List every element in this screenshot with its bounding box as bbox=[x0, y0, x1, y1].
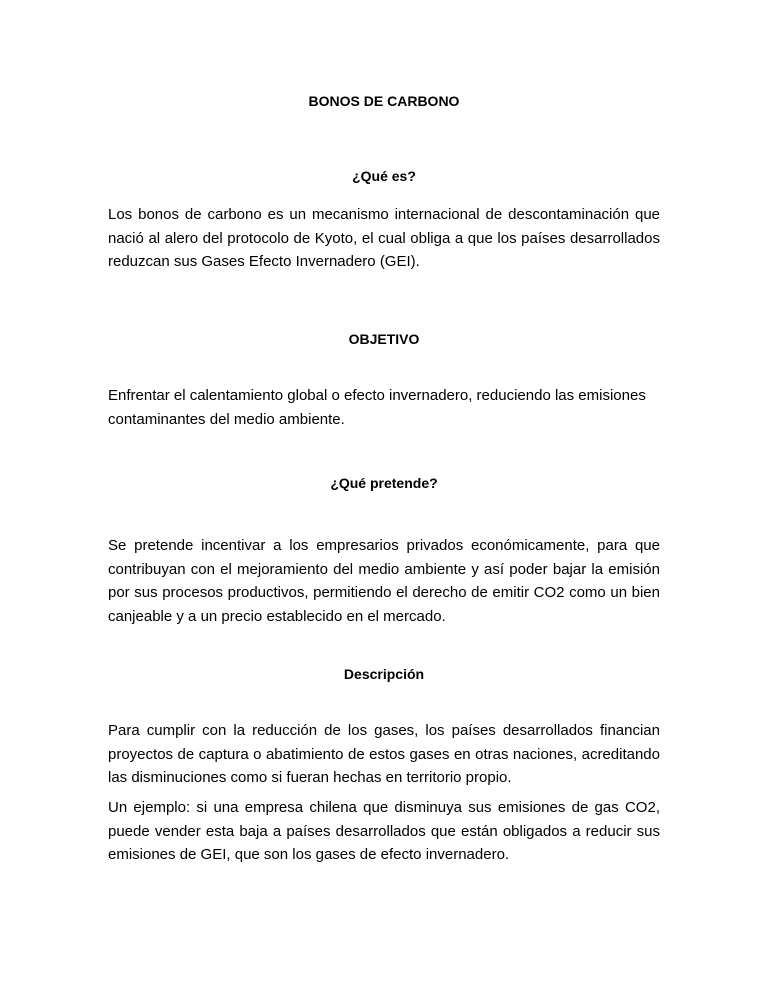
heading-que-pretende: ¿Qué pretende? bbox=[330, 475, 438, 491]
text-line: por sus procesos productivos, permitiendo el derecho de emitir CO2 como un bien bbox=[108, 584, 660, 601]
heading-descripcion: Descripción bbox=[343, 666, 425, 682]
text-line: Enfrentar el calentamiento global o efecto invernadero, reduciendo las emisiones bbox=[108, 387, 646, 404]
paragraph-descripcion-2 bbox=[108, 796, 660, 867]
text-line: Se pretende incentivar a los empresarios privados económicamente, para que bbox=[108, 537, 660, 554]
heading-que-es: ¿Qué es? bbox=[352, 168, 416, 184]
heading-objetivo: OBJETIVO bbox=[348, 331, 420, 347]
text-line: reduzcan sus Gases Efecto Invernadero (GEI). bbox=[108, 253, 420, 270]
text-line: las disminuciones como si fueran hechas en territorio propio. bbox=[108, 769, 512, 786]
text-line: nació al alero del protocolo de Kyoto, el cual obliga a que los países desarrollados bbox=[108, 229, 660, 247]
paragraph-objetivo bbox=[108, 384, 660, 431]
text-line: canjeable y a un precio establecido en el mercado. bbox=[108, 607, 446, 625]
paragraph-descripcion-1 bbox=[108, 719, 660, 790]
text-line: proyectos de captura o abatimiento de estos gases en otras naciones, acreditando bbox=[108, 745, 660, 763]
paragraph-que-es bbox=[108, 203, 660, 274]
text-line: Para cumplir con la reducción de los gases, los países desarrollados financian bbox=[108, 722, 660, 739]
paragraph-que-pretende bbox=[108, 534, 660, 628]
text-line: contribuyan con el mejoramiento del medio ambiente y así poder bajar la emisión bbox=[108, 560, 660, 578]
text-line: emisiones de GEI, que son los gases de efecto invernadero. bbox=[108, 846, 510, 863]
text-line: puede vender esta baja a países desarrollados que están obligados a reducir sus bbox=[108, 822, 660, 840]
text-line: Un ejemplo: si una empresa chilena que disminuya sus emisiones de gas CO2, bbox=[108, 799, 660, 816]
text-line: contaminantes del medio ambiente. bbox=[108, 410, 345, 428]
document-title: BONOS DE CARBONO bbox=[308, 93, 460, 109]
text-line: Los bonos de carbono es un mecanismo internacional de descontaminación que bbox=[108, 206, 660, 223]
